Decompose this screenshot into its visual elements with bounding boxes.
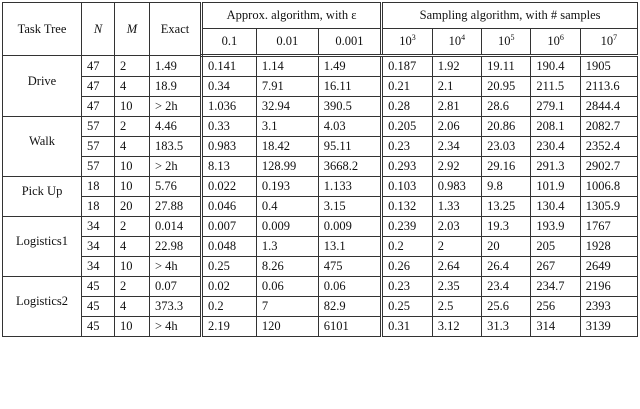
table-cell: 0.983 [432, 177, 481, 197]
table-cell: 34 [82, 217, 115, 237]
header-exact: Exact [150, 3, 202, 56]
table-cell: 0.34 [202, 77, 257, 97]
table-cell: 2196 [580, 277, 637, 297]
table-cell: 2649 [580, 257, 637, 277]
table-cell: 4 [115, 77, 150, 97]
table-cell: 475 [318, 257, 381, 277]
table-cell: 0.007 [202, 217, 257, 237]
table-cell: 1.14 [256, 56, 318, 77]
table-cell: 0.239 [382, 217, 433, 237]
table-cell: 10 [115, 97, 150, 117]
table-cell: 10 [115, 157, 150, 177]
table-cell: 230.4 [531, 137, 580, 157]
task-tree-name: Drive [3, 56, 82, 117]
table-cell: 20 [115, 197, 150, 217]
samples-exponent: 7 [613, 33, 618, 43]
table-cell: 3139 [580, 317, 637, 337]
header-samples [482, 29, 531, 56]
table-cell: 2 [115, 56, 150, 77]
task-tree-name: Logistics1 [3, 217, 82, 277]
table-cell: 101.9 [531, 177, 580, 197]
table-cell: 234.7 [531, 277, 580, 297]
table-cell: 373.3 [150, 297, 202, 317]
header-approx-group: Approx. algorithm, with ε [202, 3, 382, 29]
samples-exponent: 6 [559, 33, 564, 43]
table-cell: 2844.4 [580, 97, 637, 117]
table-cell: 0.21 [382, 77, 433, 97]
table-cell: 120 [256, 317, 318, 337]
table-cell: 1905 [580, 56, 637, 77]
table-cell: 4 [115, 237, 150, 257]
table-cell: 0.009 [256, 217, 318, 237]
samples-base: 10 [498, 34, 511, 49]
samples-base: 10 [600, 34, 614, 49]
table-cell: 1006.8 [580, 177, 637, 197]
table-cell: 45 [82, 277, 115, 297]
table-cell: 20.95 [482, 77, 531, 97]
samples-exponent: 4 [461, 33, 466, 43]
table-cell: 29.16 [482, 157, 531, 177]
table-cell: 0.2 [202, 297, 257, 317]
table-cell: > 4h [150, 257, 202, 277]
table-cell: 26.4 [482, 257, 531, 277]
header-samples [580, 29, 637, 56]
table-cell: 2.5 [432, 297, 481, 317]
table-cell: 8.26 [256, 257, 318, 277]
table-cell: 13.1 [318, 237, 381, 257]
table-cell: 27.88 [150, 197, 202, 217]
table-body [3, 56, 638, 337]
table-cell: 22.98 [150, 237, 202, 257]
table-cell: 1.33 [432, 197, 481, 217]
header-m-label: M [126, 21, 138, 36]
table-cell: 3.15 [318, 197, 381, 217]
table-cell: 2.34 [432, 137, 481, 157]
table-cell: 1767 [580, 217, 637, 237]
table-cell: 0.23 [382, 137, 433, 157]
table-cell: 2.64 [432, 257, 481, 277]
table-cell: 130.4 [531, 197, 580, 217]
table-cell: 2 [115, 277, 150, 297]
table-row [3, 77, 638, 97]
table-cell: 0.2 [382, 237, 433, 257]
table-row [3, 97, 638, 117]
table-cell: 0.187 [382, 56, 433, 77]
table-cell: 19.11 [482, 56, 531, 77]
table-cell: 0.205 [382, 117, 433, 137]
table-cell: 5.76 [150, 177, 202, 197]
table-cell: 57 [82, 117, 115, 137]
table-cell: 7 [256, 297, 318, 317]
table-cell: 28.6 [482, 97, 531, 117]
header-samples [382, 29, 433, 56]
table-cell: 19.3 [482, 217, 531, 237]
task-tree-name: Logistics2 [3, 277, 82, 337]
table-cell: 2.1 [432, 77, 481, 97]
table-cell: 267 [531, 257, 580, 277]
table-cell: 1928 [580, 237, 637, 257]
table-cell: 2082.7 [580, 117, 637, 137]
table-cell: 20.86 [482, 117, 531, 137]
table-cell: 2.35 [432, 277, 481, 297]
table-cell: 190.4 [531, 56, 580, 77]
table-row [3, 117, 638, 137]
table-cell: 0.014 [150, 217, 202, 237]
header-m [115, 3, 150, 56]
header-epsilon: 0.01 [256, 29, 318, 56]
table-cell: 10 [115, 257, 150, 277]
table-cell: 23.4 [482, 277, 531, 297]
samples-base: 10 [547, 34, 560, 49]
table-cell: 2.81 [432, 97, 481, 117]
table-cell: 18.9 [150, 77, 202, 97]
table-cell: 23.03 [482, 137, 531, 157]
table-cell: 57 [82, 137, 115, 157]
runtime-comparison-table [2, 2, 638, 337]
table-row [3, 157, 638, 177]
table-cell: 1.92 [432, 56, 481, 77]
table-cell: 2.03 [432, 217, 481, 237]
table-cell: 193.9 [531, 217, 580, 237]
table-cell: 1.49 [150, 56, 202, 77]
table-cell: 34 [82, 237, 115, 257]
table-cell: 10 [115, 317, 150, 337]
table-cell: 211.5 [531, 77, 580, 97]
table-cell: 0.141 [202, 56, 257, 77]
table-cell: 1.133 [318, 177, 381, 197]
table-cell: 47 [82, 97, 115, 117]
table-row [3, 197, 638, 217]
table-cell: 208.1 [531, 117, 580, 137]
table-cell: 34 [82, 257, 115, 277]
table-cell: 0.07 [150, 277, 202, 297]
table-cell: > 4h [150, 317, 202, 337]
task-tree-name: Walk [3, 117, 82, 177]
table-cell: 0.25 [202, 257, 257, 277]
table-cell: 0.28 [382, 97, 433, 117]
table-cell: 0.983 [202, 137, 257, 157]
table-row [3, 56, 638, 77]
table-cell: 1.3 [256, 237, 318, 257]
table-cell: 0.022 [202, 177, 257, 197]
table-cell: 4.46 [150, 117, 202, 137]
table-cell: 18.42 [256, 137, 318, 157]
header-n [82, 3, 115, 56]
table-cell: 10 [115, 177, 150, 197]
table-cell: 7.91 [256, 77, 318, 97]
table-cell: 45 [82, 297, 115, 317]
table-cell: 25.6 [482, 297, 531, 317]
table-cell: 31.3 [482, 317, 531, 337]
table-cell: 32.94 [256, 97, 318, 117]
table-row [3, 317, 638, 337]
table-row [3, 217, 638, 237]
table-cell: 1305.9 [580, 197, 637, 217]
table-cell: 205 [531, 237, 580, 257]
table-cell: 3668.2 [318, 157, 381, 177]
header-samples [432, 29, 481, 56]
table-cell: 2 [115, 217, 150, 237]
table-cell: 8.13 [202, 157, 257, 177]
table-cell: 6101 [318, 317, 381, 337]
header-epsilon: 0.1 [202, 29, 257, 56]
table-cell: 0.009 [318, 217, 381, 237]
table-cell: 47 [82, 77, 115, 97]
table-cell: 1.036 [202, 97, 257, 117]
samples-base: 10 [448, 34, 462, 49]
table-row [3, 257, 638, 277]
samples-base: 10 [399, 34, 412, 49]
table-cell: 20 [482, 237, 531, 257]
table-row [3, 237, 638, 257]
table-cell: 2 [432, 237, 481, 257]
table-row [3, 277, 638, 297]
table-cell: 0.06 [256, 277, 318, 297]
table-cell: 0.048 [202, 237, 257, 257]
header-epsilon: 0.001 [318, 29, 381, 56]
table-cell: 4 [115, 297, 150, 317]
table-cell: > 2h [150, 157, 202, 177]
table-cell: 1.49 [318, 56, 381, 77]
table-cell: 0.103 [382, 177, 433, 197]
table-cell: 291.3 [531, 157, 580, 177]
table-cell: 16.11 [318, 77, 381, 97]
table-cell: 3.1 [256, 117, 318, 137]
table-cell: 4 [115, 137, 150, 157]
table-row [3, 177, 638, 197]
table-cell: 0.293 [382, 157, 433, 177]
table-cell: 82.9 [318, 297, 381, 317]
samples-exponent: 5 [510, 33, 515, 43]
table-cell: 390.5 [318, 97, 381, 117]
table-cell: 0.046 [202, 197, 257, 217]
table-row [3, 137, 638, 157]
table-row [3, 297, 638, 317]
table-cell: 18 [82, 177, 115, 197]
header-row-1 [3, 3, 638, 29]
table-cell: > 2h [150, 97, 202, 117]
table-cell: 4.03 [318, 117, 381, 137]
table-cell: 9.8 [482, 177, 531, 197]
table-cell: 2.06 [432, 117, 481, 137]
task-tree-name: Pick Up [3, 177, 82, 217]
table-cell: 256 [531, 297, 580, 317]
table-cell: 128.99 [256, 157, 318, 177]
table-cell: 0.06 [318, 277, 381, 297]
table-cell: 0.193 [256, 177, 318, 197]
header-task-tree: Task Tree [3, 3, 82, 56]
header-sampling-group: Sampling algorithm, with # samples [382, 3, 638, 29]
table-cell: 2393 [580, 297, 637, 317]
table-cell: 2.19 [202, 317, 257, 337]
table-cell: 3.12 [432, 317, 481, 337]
table-cell: 57 [82, 157, 115, 177]
table-cell: 2113.6 [580, 77, 637, 97]
table-cell: 0.132 [382, 197, 433, 217]
table-cell: 13.25 [482, 197, 531, 217]
samples-exponent: 3 [411, 33, 416, 43]
table-cell: 0.4 [256, 197, 318, 217]
table-cell: 183.5 [150, 137, 202, 157]
table-cell: 2902.7 [580, 157, 637, 177]
table-cell: 0.33 [202, 117, 257, 137]
table-cell: 0.02 [202, 277, 257, 297]
table-cell: 0.26 [382, 257, 433, 277]
table-cell: 18 [82, 197, 115, 217]
table-cell: 95.11 [318, 137, 381, 157]
table-cell: 279.1 [531, 97, 580, 117]
table-cell: 45 [82, 317, 115, 337]
table-cell: 0.31 [382, 317, 433, 337]
table-cell: 0.25 [382, 297, 433, 317]
table-cell: 2.92 [432, 157, 481, 177]
table-cell: 2 [115, 117, 150, 137]
header-samples [531, 29, 580, 56]
table-cell: 0.23 [382, 277, 433, 297]
header-n-label: N [93, 21, 103, 36]
table-cell: 47 [82, 56, 115, 77]
table-cell: 2352.4 [580, 137, 637, 157]
table-cell: 314 [531, 317, 580, 337]
